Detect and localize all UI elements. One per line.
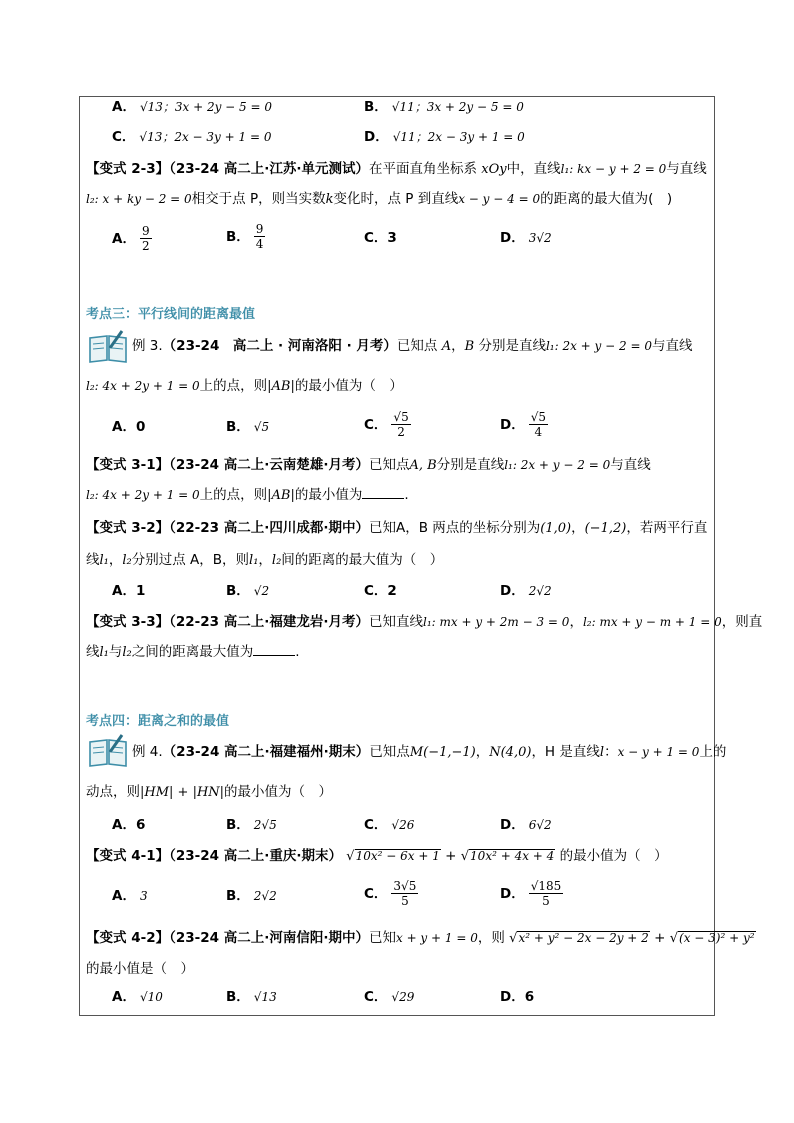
variant-4-1-option-d: D． $\frac{√185}{5}$ [500,879,562,908]
variant-2-3-option-c: C．3 [364,230,397,246]
variant-4-1-option-b: B． 2√2 [226,888,277,904]
option-d: D． √11；2x − 3y + 1 = 0 [364,129,525,145]
example-4-option-d: D． 6√2 [500,817,552,833]
example-3-option-a: A．0 [112,419,146,435]
book-icon [88,330,128,364]
variant-4-2-line1: 【变式 4-2】（23-24 高二上·河南信阳·期中）已知x + y + 1 = 0，则 √x² + y² − 2x − 2y + 2 + √(x − 3)² + y² [86,930,755,946]
answer-blank [253,643,295,656]
section-3-title: 考点三：平行线间的距离最值 [86,307,256,322]
example-3-option-d: D． $\frac{√5}{4}$ [500,410,546,439]
option-c: C． √13；2x − 3y + 1 = 0 [112,129,272,145]
variant-4-1-line1: 【变式 4-1】（23-24 高二上·重庆·期末） √10x² − 6x + 1 + √10x² + 4x + 4 的最小值为（ ） [86,848,668,864]
variant-3-2-line2: 线l₁，l₂分别过点 A，B，则l₁，l₂间的距离的最大值为（ ） [86,552,444,568]
section-4-title: 考点四：距离之和的最值 [86,714,230,729]
variant-2-3-line2: l₂: x + ky − 2 = 0相交于点 P，则当实数k变化时，点 P 到直线x − y − 4 = 0的距离的最大值为( ) [86,191,673,207]
variant-4-1-option-c: C． $\frac{3√5}{5}$ [364,879,417,908]
example-4-line1: 例 4.（23-24 高二上·福建福州·期末）已知点M(−1,−1)，N(4,0)，H 是直线l：x − y + 1 = 0上的 [132,744,727,760]
variant-4-2-option-c: C． √29 [364,989,415,1005]
variant-3-3-line2: 线l₁与l₂之间的距离最大值为 . [86,644,300,660]
variant-2-3-line1: 【变式 2-3】（23-24 高二上·江苏·单元测试）在平面直角坐标系 xOy中，直线l₁: kx − y + 2 = 0与直线 [86,161,707,177]
example-3-line1: 例 3.（23-24 高二上 · 河南洛阳 · 月考）已知点 A，B 分别是直线l₁: 2x + y − 2 = 0与直线 [132,338,693,354]
variant-2-3-option-d: D． 3√2 [500,230,552,246]
variant-3-3-line1: 【变式 3-3】（22-23 高二上·福建龙岩·月考）已知直线l₁: mx + y + 2m − 3 = 0，l₂: mx + y − m + 1 = 0，则直 [86,614,763,630]
book-icon [88,734,128,768]
option-b: B． √11；3x + 2y − 5 = 0 [364,99,524,115]
answer-blank [362,486,404,499]
variant-3-2-option-c: C．2 [364,583,397,599]
variant-4-2-line2: 的最小值是（ ） [86,961,194,977]
example-4-option-c: C． √26 [364,817,415,833]
example-3-option-c: C． $\frac{√5}{2}$ [364,410,409,439]
variant-3-1-line1: 【变式 3-1】（23-24 高二上·云南楚雄·月考）已知点A, B分别是直线l₁: 2x + y − 2 = 0与直线 [86,457,651,473]
variant-4-2-option-d: D．6 [500,989,535,1005]
variant-3-2-option-a: A．1 [112,583,146,599]
variant-2-3-option-a: A． $\frac{9}{2}$ [112,224,150,253]
variant-4-1-option-a: A． 3 [112,888,148,904]
variant-3-2-option-b: B． √2 [226,583,270,599]
variant-3-2-line1: 【变式 3-2】（22-23 高二上·四川成都·期中）已知A，B 两点的坐标分别为(1,0)，(−1,2)，若两平行直 [86,520,708,536]
variant-2-3-option-b: B． $\frac{9}{4}$ [226,222,264,251]
variant-3-1-line2: l₂: 4x + 2y + 1 = 0上的点，则|AB|的最小值为 . [86,487,409,503]
example-3-line2: l₂: 4x + 2y + 1 = 0上的点，则|AB|的最小值为（ ） [86,378,403,394]
example-3-option-b: B． √5 [226,419,270,435]
option-a: A． √13；3x + 2y − 5 = 0 [112,99,273,115]
example-4-option-a: A．6 [112,817,146,833]
variant-4-2-option-b: B． √13 [226,989,277,1005]
variant-4-2-option-a: A． √10 [112,989,163,1005]
example-4-line2: 动点，则|HM| + |HN|的最小值为（ ） [86,784,333,800]
example-4-option-b: B． 2√5 [226,817,277,833]
variant-3-2-option-d: D． 2√2 [500,583,552,599]
